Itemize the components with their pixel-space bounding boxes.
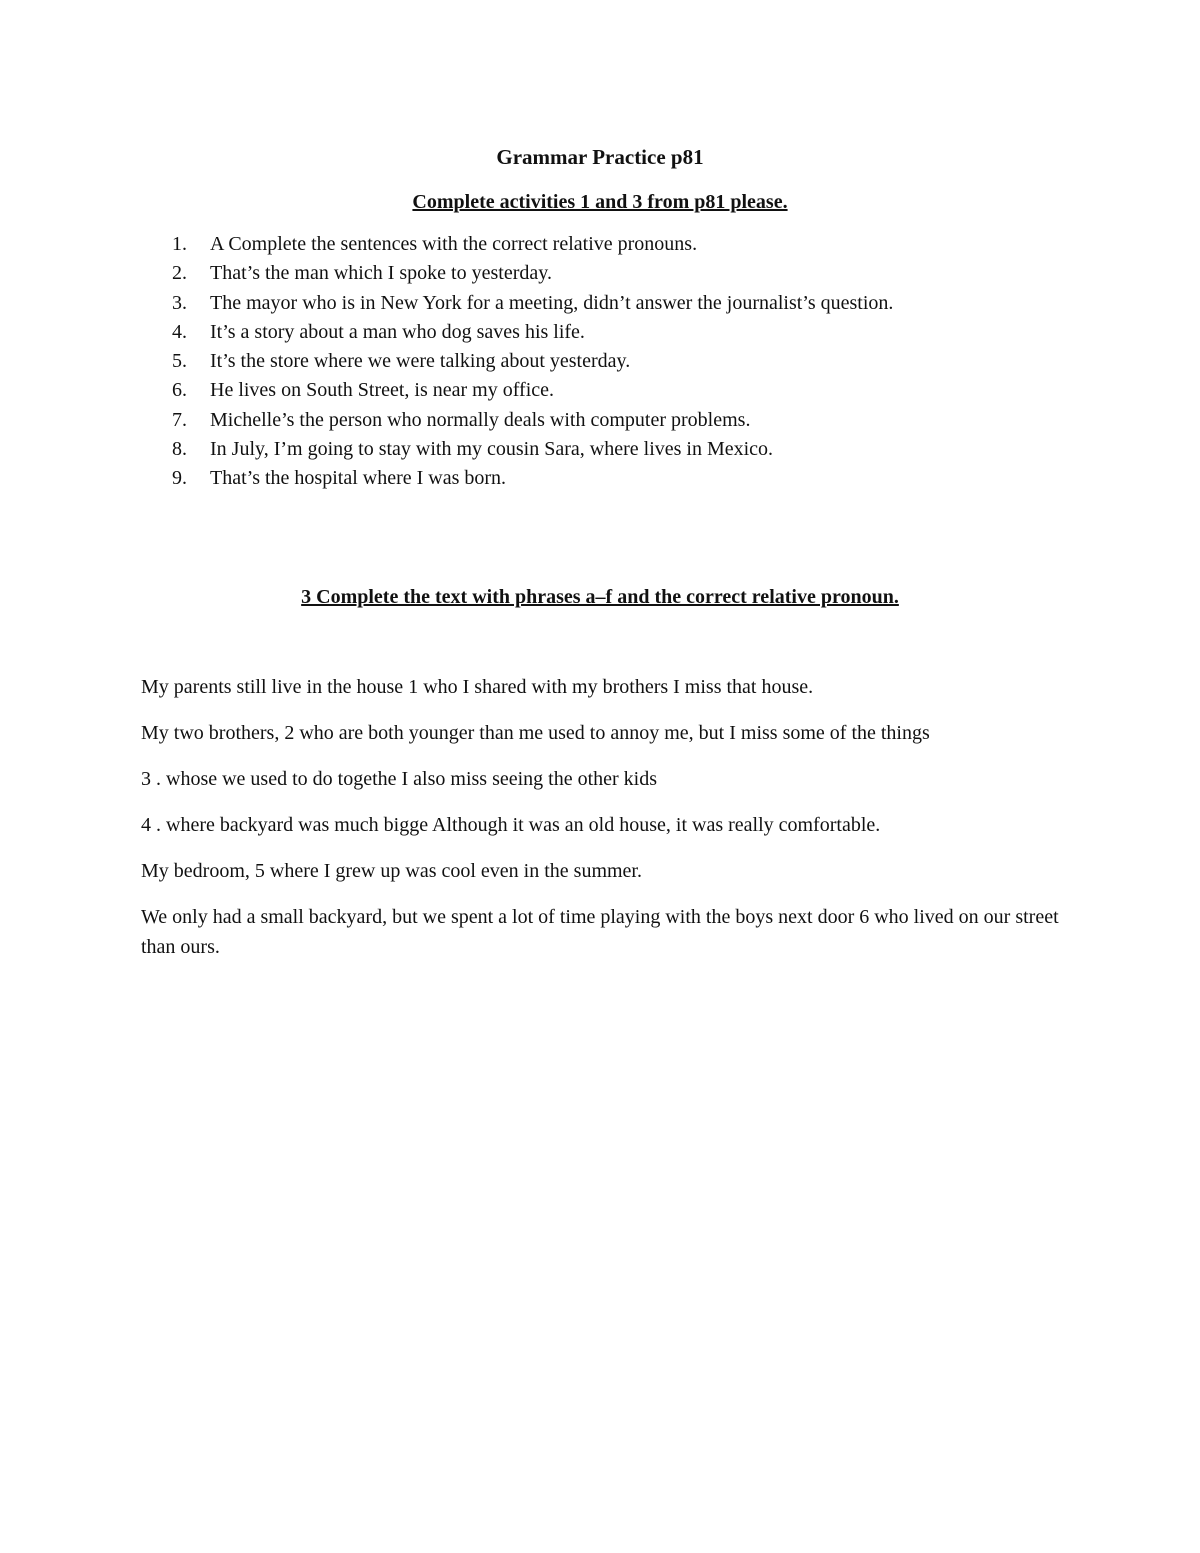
- list-item-number: 9.: [172, 467, 187, 490]
- paragraph: We only had a small backyard, but we spent a lot of time playing with the boys next door 6 who lived on our street than ours.: [141, 906, 1059, 958]
- list-item-number: 2.: [172, 262, 187, 285]
- list-item-number: 7.: [172, 408, 187, 431]
- document-title: Grammar Practice p81: [496, 145, 704, 169]
- list-item: [172, 376, 1072, 405]
- list-item: [172, 435, 1072, 464]
- list-item-number: 3.: [172, 291, 187, 314]
- section-3-text: [141, 672, 1061, 978]
- list-item-text: It’s a story about a man who dog saves his life.: [210, 320, 585, 343]
- exercise-list: [172, 230, 1072, 494]
- paragraph: My two brothers, 2 who are both younger than me used to annoy me, but I miss some of the things: [141, 722, 930, 744]
- list-item-text: That’s the man which I spoke to yesterday.: [210, 262, 552, 285]
- list-item: [172, 230, 1072, 259]
- paragraph: My bedroom, 5 where I grew up was cool even in the summer.: [141, 860, 642, 882]
- list-item-text: A Complete the sentences with the correct relative pronouns.: [210, 233, 698, 255]
- list-item-text: That’s the hospital where I was born.: [210, 467, 507, 490]
- paragraph: 4 . where backyard was much bigge Although it was an old house, it was really comfortable.: [141, 814, 881, 836]
- list-item-number: 4.: [172, 320, 187, 343]
- list-item-number: 1.: [172, 233, 187, 255]
- list-item-number: 6.: [172, 379, 187, 402]
- list-item-text: He lives on South Street, is near my office.: [210, 379, 555, 402]
- list-item-text: Michelle’s the person who normally deals with computer problems.: [210, 408, 751, 431]
- list-item-text: In July, I’m going to stay with my cousin Sara, where lives in Mexico.: [210, 438, 774, 461]
- instructions-heading: Complete activities 1 and 3 from p81 please.: [412, 191, 788, 213]
- paragraph: My parents still live in the house 1 who I shared with my brothers I miss that house.: [141, 676, 814, 698]
- list-item: [172, 406, 1072, 435]
- list-item-number: 5.: [172, 350, 187, 373]
- paragraph: 3 . whose we used to do togethe I also miss seeing the other kids: [141, 768, 658, 790]
- list-item-number: 8.: [172, 438, 187, 461]
- section-3-heading: 3 Complete the text with phrases a–f and the correct relative pronoun.: [301, 586, 899, 608]
- list-item: [172, 318, 1072, 347]
- list-item-text: It’s the store where we were talking about yesterday.: [210, 350, 631, 373]
- list-item: [172, 259, 1072, 288]
- list-item: [172, 289, 1072, 318]
- list-item-text: The mayor who is in New York for a meeting, didn’t answer the journalist’s question.: [210, 291, 894, 314]
- list-item: [172, 464, 1072, 493]
- list-item: [172, 347, 1072, 376]
